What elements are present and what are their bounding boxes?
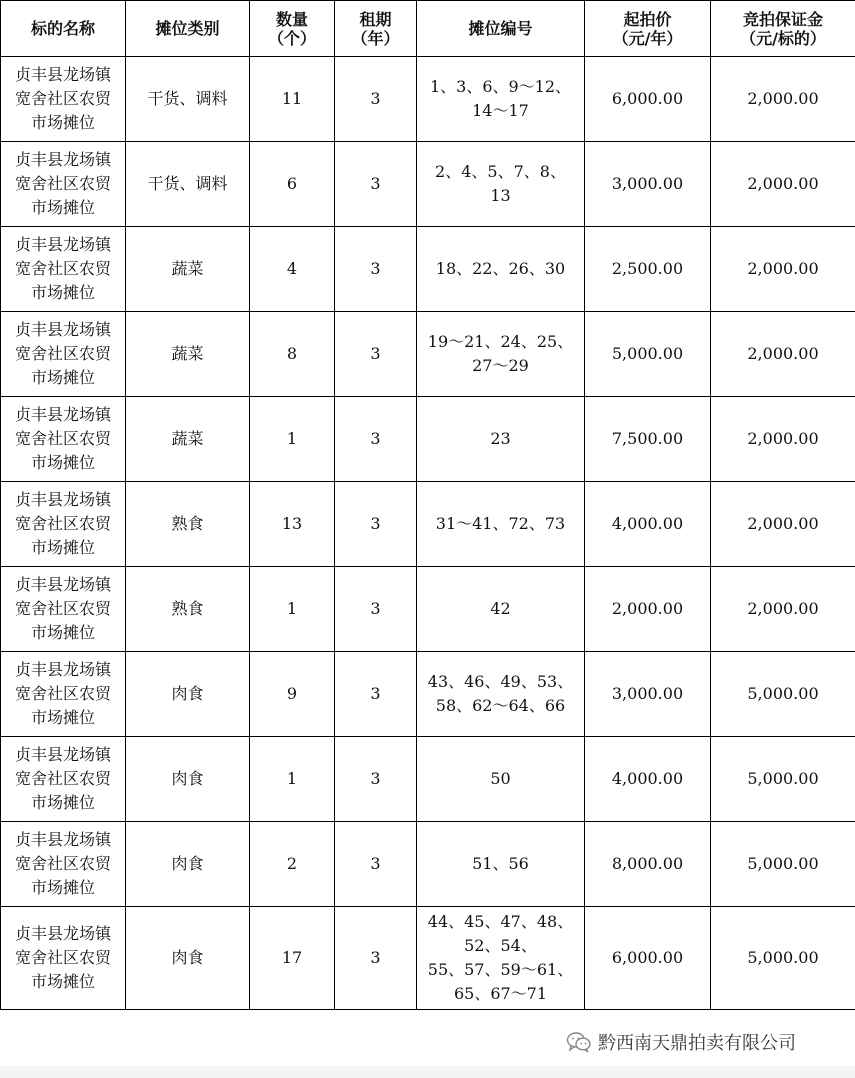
header-line: 摊位类别 — [155, 19, 220, 38]
cell-deposit: 2,000.00 — [711, 227, 855, 312]
cell-stall-numbers-line: 52、54、 — [464, 936, 537, 955]
cell-stall-numbers-line: 51、56 — [472, 854, 529, 873]
cell-stall-numbers-line: 58、62～64、66 — [435, 696, 566, 715]
cell-lot-name-line: 贞丰县龙场镇 — [14, 660, 111, 679]
cell-stall-numbers-line: 2、4、5、7、8、 — [435, 162, 566, 181]
cell-quantity: 1 — [250, 397, 335, 482]
cell-lot-name-line: 贞丰县龙场镇 — [14, 575, 111, 594]
cell-lot-name — [1, 482, 126, 567]
cell-lot-name-line: 贞丰县龙场镇 — [14, 405, 111, 424]
cell-starting-price: 3,000.00 — [585, 142, 711, 227]
header-stall-numbers — [417, 1, 585, 57]
cell-deposit: 2,000.00 — [711, 567, 855, 652]
cell-term: 3 — [335, 652, 417, 737]
cell-term: 3 — [335, 397, 417, 482]
cell-lot-name-line: 宽舍社区农贸 — [14, 174, 111, 193]
cell-lot-name-line: 贞丰县龙场镇 — [14, 320, 111, 339]
cell-starting-price: 6,000.00 — [585, 57, 711, 142]
cell-term: 3 — [335, 482, 417, 567]
cell-deposit: 5,000.00 — [711, 822, 855, 907]
cell-lot-name-line: 宽舍社区农贸 — [14, 769, 111, 788]
cell-quantity: 13 — [250, 482, 335, 567]
cell-lot-name-line: 市场摊位 — [30, 878, 95, 897]
cell-lot-name — [1, 652, 126, 737]
cell-lot-name-line: 宽舍社区农贸 — [14, 684, 111, 703]
cell-category: 干货、调料 — [126, 57, 250, 142]
cell-term: 3 — [335, 907, 417, 1010]
bottom-strip — [0, 1066, 855, 1078]
cell-lot-name-line: 贞丰县龙场镇 — [14, 924, 111, 943]
cell-lot-name-line: 市场摊位 — [30, 113, 95, 132]
cell-stall-numbers-line: 44、45、47、48、 — [427, 912, 574, 931]
header-term — [335, 1, 417, 57]
cell-lot-name-line: 宽舍社区农贸 — [14, 259, 111, 278]
table-row — [1, 652, 855, 737]
cell-lot-name-line: 市场摊位 — [30, 538, 95, 557]
cell-stall-numbers-line: 18、22、26、30 — [435, 259, 566, 278]
header-subline: （年） — [351, 28, 400, 48]
header-line: 标的名称 — [30, 19, 95, 38]
cell-lot-name-line: 市场摊位 — [30, 368, 95, 387]
cell-starting-price: 5,000.00 — [585, 312, 711, 397]
cell-term: 3 — [335, 227, 417, 312]
header-starting-price — [585, 1, 711, 57]
header-line: 竞拍保证金 — [742, 9, 823, 29]
cell-stall-numbers-line: 23 — [490, 429, 511, 448]
cell-lot-name-line: 贞丰县龙场镇 — [14, 235, 111, 254]
cell-category: 肉食 — [126, 822, 250, 907]
cell-lot-name-line: 贞丰县龙场镇 — [14, 65, 111, 84]
cell-lot-name-line: 宽舍社区农贸 — [14, 948, 111, 967]
cell-term: 3 — [335, 312, 417, 397]
cell-lot-name — [1, 312, 126, 397]
cell-stall-numbers-line: 65、67～71 — [453, 984, 548, 1003]
cell-stall-numbers — [417, 57, 585, 142]
cell-term: 3 — [335, 57, 417, 142]
cell-stall-numbers-line: 43、46、49、53、 — [427, 672, 574, 691]
cell-stall-numbers — [417, 482, 585, 567]
cell-lot-name-line: 宽舍社区农贸 — [14, 599, 111, 618]
table-row — [1, 737, 855, 822]
table-row — [1, 312, 855, 397]
cell-quantity: 1 — [250, 737, 335, 822]
table-row — [1, 567, 855, 652]
cell-stall-numbers-line: 19～21、24、25、 — [427, 332, 574, 351]
cell-lot-name-line: 宽舍社区农贸 — [14, 344, 111, 363]
table-row — [1, 822, 855, 907]
cell-stall-numbers-line: 13 — [490, 186, 511, 205]
cell-starting-price: 4,000.00 — [585, 737, 711, 822]
cell-lot-name-line: 市场摊位 — [30, 623, 95, 642]
cell-starting-price: 3,000.00 — [585, 652, 711, 737]
cell-stall-numbers-line: 27～29 — [472, 356, 529, 375]
table-row — [1, 907, 855, 1010]
header-category — [126, 1, 250, 57]
cell-lot-name — [1, 907, 126, 1010]
cell-lot-name — [1, 227, 126, 312]
cell-stall-numbers — [417, 312, 585, 397]
cell-lot-name-line: 贞丰县龙场镇 — [14, 745, 111, 764]
table-row — [1, 227, 855, 312]
cell-quantity: 4 — [250, 227, 335, 312]
cell-deposit: 5,000.00 — [711, 652, 855, 737]
header-line: 摊位编号 — [468, 19, 533, 38]
cell-lot-name-line: 市场摊位 — [30, 972, 95, 991]
cell-category: 熟食 — [126, 482, 250, 567]
cell-stall-numbers — [417, 142, 585, 227]
cell-lot-name-line: 市场摊位 — [30, 283, 95, 302]
cell-stall-numbers — [417, 822, 585, 907]
header-line: 数量 — [275, 9, 308, 29]
cell-lot-name — [1, 397, 126, 482]
cell-lot-name-line: 市场摊位 — [30, 453, 95, 472]
cell-lot-name-line: 贞丰县龙场镇 — [14, 830, 111, 849]
cell-category: 蔬菜 — [126, 312, 250, 397]
cell-lot-name — [1, 142, 126, 227]
cell-stall-numbers — [417, 397, 585, 482]
cell-quantity: 17 — [250, 907, 335, 1010]
cell-deposit: 2,000.00 — [711, 57, 855, 142]
cell-deposit: 5,000.00 — [711, 737, 855, 822]
header-subline: （个） — [267, 28, 316, 48]
header-line: 起拍价 — [623, 9, 672, 29]
cell-deposit: 2,000.00 — [711, 397, 855, 482]
cell-deposit: 5,000.00 — [711, 907, 855, 1010]
cell-lot-name — [1, 57, 126, 142]
table-row — [1, 397, 855, 482]
cell-stall-numbers-line: 50 — [490, 769, 511, 788]
cell-starting-price: 8,000.00 — [585, 822, 711, 907]
cell-starting-price: 2,000.00 — [585, 567, 711, 652]
cell-category: 蔬菜 — [126, 397, 250, 482]
cell-stall-numbers — [417, 567, 585, 652]
cell-quantity: 9 — [250, 652, 335, 737]
cell-category: 肉食 — [126, 907, 250, 1010]
cell-lot-name-line: 市场摊位 — [30, 793, 95, 812]
cell-quantity: 6 — [250, 142, 335, 227]
cell-lot-name-line: 市场摊位 — [30, 198, 95, 217]
header-line: 租期 — [359, 9, 392, 29]
cell-stall-numbers-line: 14～17 — [472, 101, 529, 120]
table-row — [1, 57, 855, 142]
cell-lot-name-line: 市场摊位 — [30, 708, 95, 727]
cell-deposit: 2,000.00 — [711, 482, 855, 567]
cell-deposit: 2,000.00 — [711, 142, 855, 227]
cell-starting-price: 7,500.00 — [585, 397, 711, 482]
cell-term: 3 — [335, 567, 417, 652]
cell-stall-numbers — [417, 737, 585, 822]
cell-quantity: 11 — [250, 57, 335, 142]
cell-stall-numbers-line: 55、57、59～61、 — [427, 960, 574, 979]
cell-stall-numbers — [417, 907, 585, 1010]
footer-watermark — [566, 1026, 796, 1058]
table-row — [1, 482, 855, 567]
header-subline: （元/年） — [612, 28, 683, 48]
header-name — [1, 1, 126, 57]
cell-stall-numbers — [417, 227, 585, 312]
cell-term: 3 — [335, 822, 417, 907]
cell-deposit: 2,000.00 — [711, 312, 855, 397]
table-body — [1, 57, 855, 1010]
footer-brand-text: 黔西南天鼎拍卖有限公司 — [598, 1033, 796, 1054]
cell-starting-price: 4,000.00 — [585, 482, 711, 567]
cell-lot-name — [1, 567, 126, 652]
table-header-row — [1, 1, 855, 57]
cell-category: 蔬菜 — [126, 227, 250, 312]
cell-quantity: 1 — [250, 567, 335, 652]
cell-starting-price: 2,500.00 — [585, 227, 711, 312]
cell-lot-name-line: 宽舍社区农贸 — [14, 854, 111, 873]
cell-quantity: 2 — [250, 822, 335, 907]
wechat-icon — [566, 1031, 592, 1053]
table-row — [1, 142, 855, 227]
cell-term: 3 — [335, 142, 417, 227]
cell-stall-numbers-line: 31～41、72、73 — [435, 514, 566, 533]
cell-lot-name-line: 贞丰县龙场镇 — [14, 490, 111, 509]
cell-lot-name — [1, 737, 126, 822]
cell-category: 干货、调料 — [126, 142, 250, 227]
cell-lot-name-line: 宽舍社区农贸 — [14, 89, 111, 108]
header-deposit — [711, 1, 855, 57]
header-quantity — [250, 1, 335, 57]
cell-lot-name-line: 宽舍社区农贸 — [14, 514, 111, 533]
cell-category: 肉食 — [126, 652, 250, 737]
cell-lot-name-line: 宽舍社区农贸 — [14, 429, 111, 448]
cell-term: 3 — [335, 737, 417, 822]
cell-category: 肉食 — [126, 737, 250, 822]
header-subline: （元/标的） — [740, 28, 826, 48]
cell-stall-numbers-line: 42 — [490, 599, 511, 618]
cell-stall-numbers-line: 1、3、6、9～12、 — [429, 77, 572, 96]
cell-lot-name — [1, 822, 126, 907]
cell-stall-numbers — [417, 652, 585, 737]
cell-starting-price: 6,000.00 — [585, 907, 711, 1010]
cell-lot-name-line: 贞丰县龙场镇 — [14, 150, 111, 169]
cell-quantity: 8 — [250, 312, 335, 397]
cell-category: 熟食 — [126, 567, 250, 652]
